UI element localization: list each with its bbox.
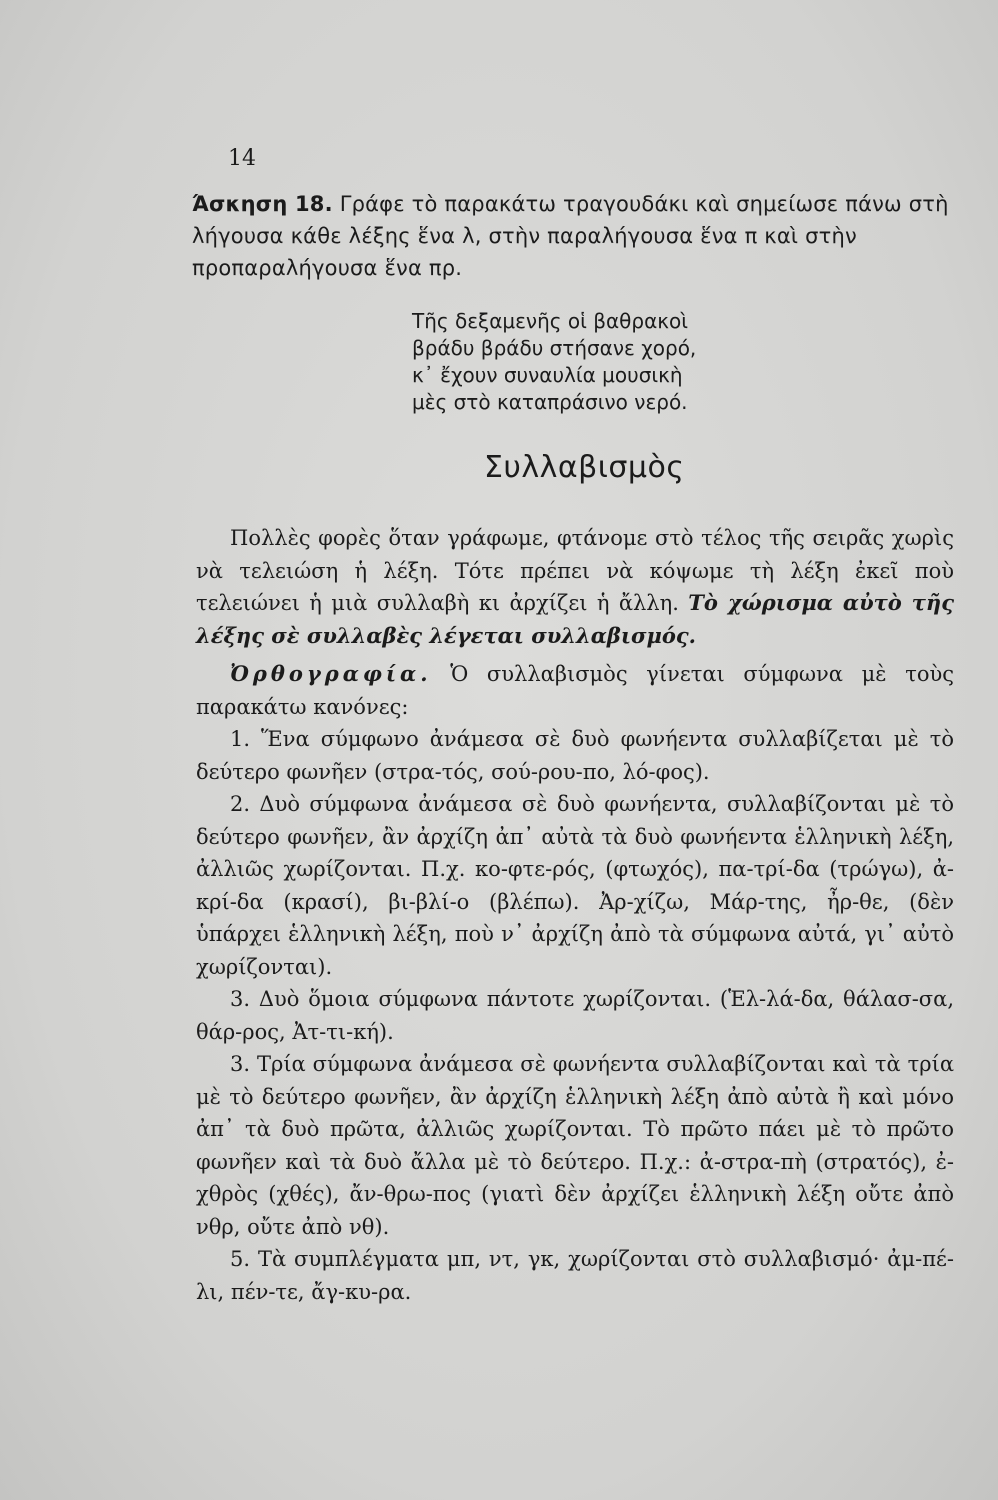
orthography-paragraph [196, 658, 954, 723]
poem-line: μὲς στὸ καταπράσινο νερό. [412, 390, 688, 414]
section-heading: Συλλαβισμὸς [484, 450, 685, 485]
orthography-label: Ὀρθογραφία. [230, 661, 432, 686]
poem-line: Τῆς δεξαμενῆς οἱ βαθρακοὶ [412, 309, 689, 333]
exercise-18 [192, 188, 962, 284]
rule-2: 2. Δυὸ σύμφωνα ἀνάμεσα σὲ δυὸ φωνήεντα, συλλαβίζονται μὲ τὸ δεύτερο φωνῆεν, ἂν ἀρχίζη ἀπ᾽ αὐτὰ τὰ δυὸ φωνήεντα ἑλληνικὴ λέξη, ἀλλιῶς χωρίζονται. Π.χ. κο-φτε-ρός, (φτωχός), πα-τρί-δα (τρώγω), ἀ-κρί-δα (κρασί), βι-βλί-ο (βλέπω). Ἀρ-χίζω, Μάρ-της, ἦρ-θε, (δὲν ὑπάρχει ἑλληνικὴ λέξη, ποὺ ν᾽ ἀρχίζη ἀπὸ τὰ σύμφωνα αὐτά, γι᾽ αὐτὸ χωρίζονται). [196, 792, 954, 979]
exercise-text: Γράφε τὸ παρακάτω τραγουδάκι καὶ σημείωσε πάνω στὴ λήγουσα κάθε λέξης ἕνα λ, στὴν παραλήγουσα ἕνα π καὶ στὴν προπαραλήγουσα ἕνα πρ. [192, 192, 949, 280]
poem-line: κ᾽ ἔχουν συναυλία μουσικὴ [412, 363, 683, 387]
poem-line: βράδυ βράδυ στήσανε χορό, [412, 336, 697, 360]
intro-text: Πολλὲς φορὲς ὅταν γράφωμε, φτάνομε στὸ τέλος τῆς σειρᾶς χωρὶς νὰ τελειώση ἡ λέξη. Τότε πρέπει νὰ κόψωμε τὴ λέξη ἐκεῖ ποὺ τελειώνει ἡ μιὰ συλλαβὴ κι ἀρχίζει ἡ ἄλλη. [196, 526, 954, 615]
rule-5: 5. Τὰ συμπλέγματα μπ, ντ, γκ, χωρίζονται στὸ συλλαβισμό· ἀμ-πέ-λι, πέν-τε, ἄγ-κυ-ρα. [196, 1247, 954, 1304]
orthography-text: Ὁ συλλαβισμὸς γίνεται σύμφωνα μὲ τοὺς παρακάτω κανόνες: [196, 662, 954, 719]
poem [412, 308, 696, 416]
page-number: 14 [228, 146, 256, 171]
exercise-label: Άσκηση 18. [192, 192, 333, 216]
rule-3: 3. Δυὸ ὅμοια σύμφωνα πάντοτε χωρίζονται. (Ἑλ-λά-δα, θάλασ-σα, θάρ-ρος, Ἀτ-τι-κή). [196, 987, 954, 1044]
definition-text: Τὸ χώρισμα αὐτὸ τῆς λέξης σὲ συλλαβὲς λέγεται συλλαβισμός. [196, 590, 954, 648]
intro-paragraph [196, 522, 954, 652]
rule-1: 1. Ἕνα σύμφωνο ἀνάμεσα σὲ δυὸ φωνήεντα συλλαβίζεται μὲ τὸ δεύτερο φωνῆεν (στρα-τός, σού-ρου-πο, λό-φος). [196, 727, 954, 784]
section-body [196, 522, 954, 1308]
rule-4: 3. Τρία σύμφωνα ἀνάμεσα σὲ φωνήεντα συλλαβίζονται καὶ τὰ τρία μὲ τὸ δεύτερο φωνῆεν, ἂν ἀρχίζη ἑλληνικὴ λέξη ἀπὸ αὐτὰ ἢ καὶ μόνο ἀπ᾽ τὰ δυὸ πρῶτα, ἀλλιῶς χωρίζονται. Τὸ πρῶτο πάει μὲ τὸ πρῶτο φωνῆεν καὶ τὰ δυὸ ἄλλα μὲ τὸ δεύτερο. Π.χ.: ἀ-στρα-πὴ (στρατός), ἐ-χθρὸς (χθές), ἄν-θρω-πος (γιατὶ δὲν ἀρχίζει ἑλληνικὴ λέξη οὔτε ἀπὸ νθρ, οὔτε ἀπὸ νθ). [196, 1052, 954, 1239]
